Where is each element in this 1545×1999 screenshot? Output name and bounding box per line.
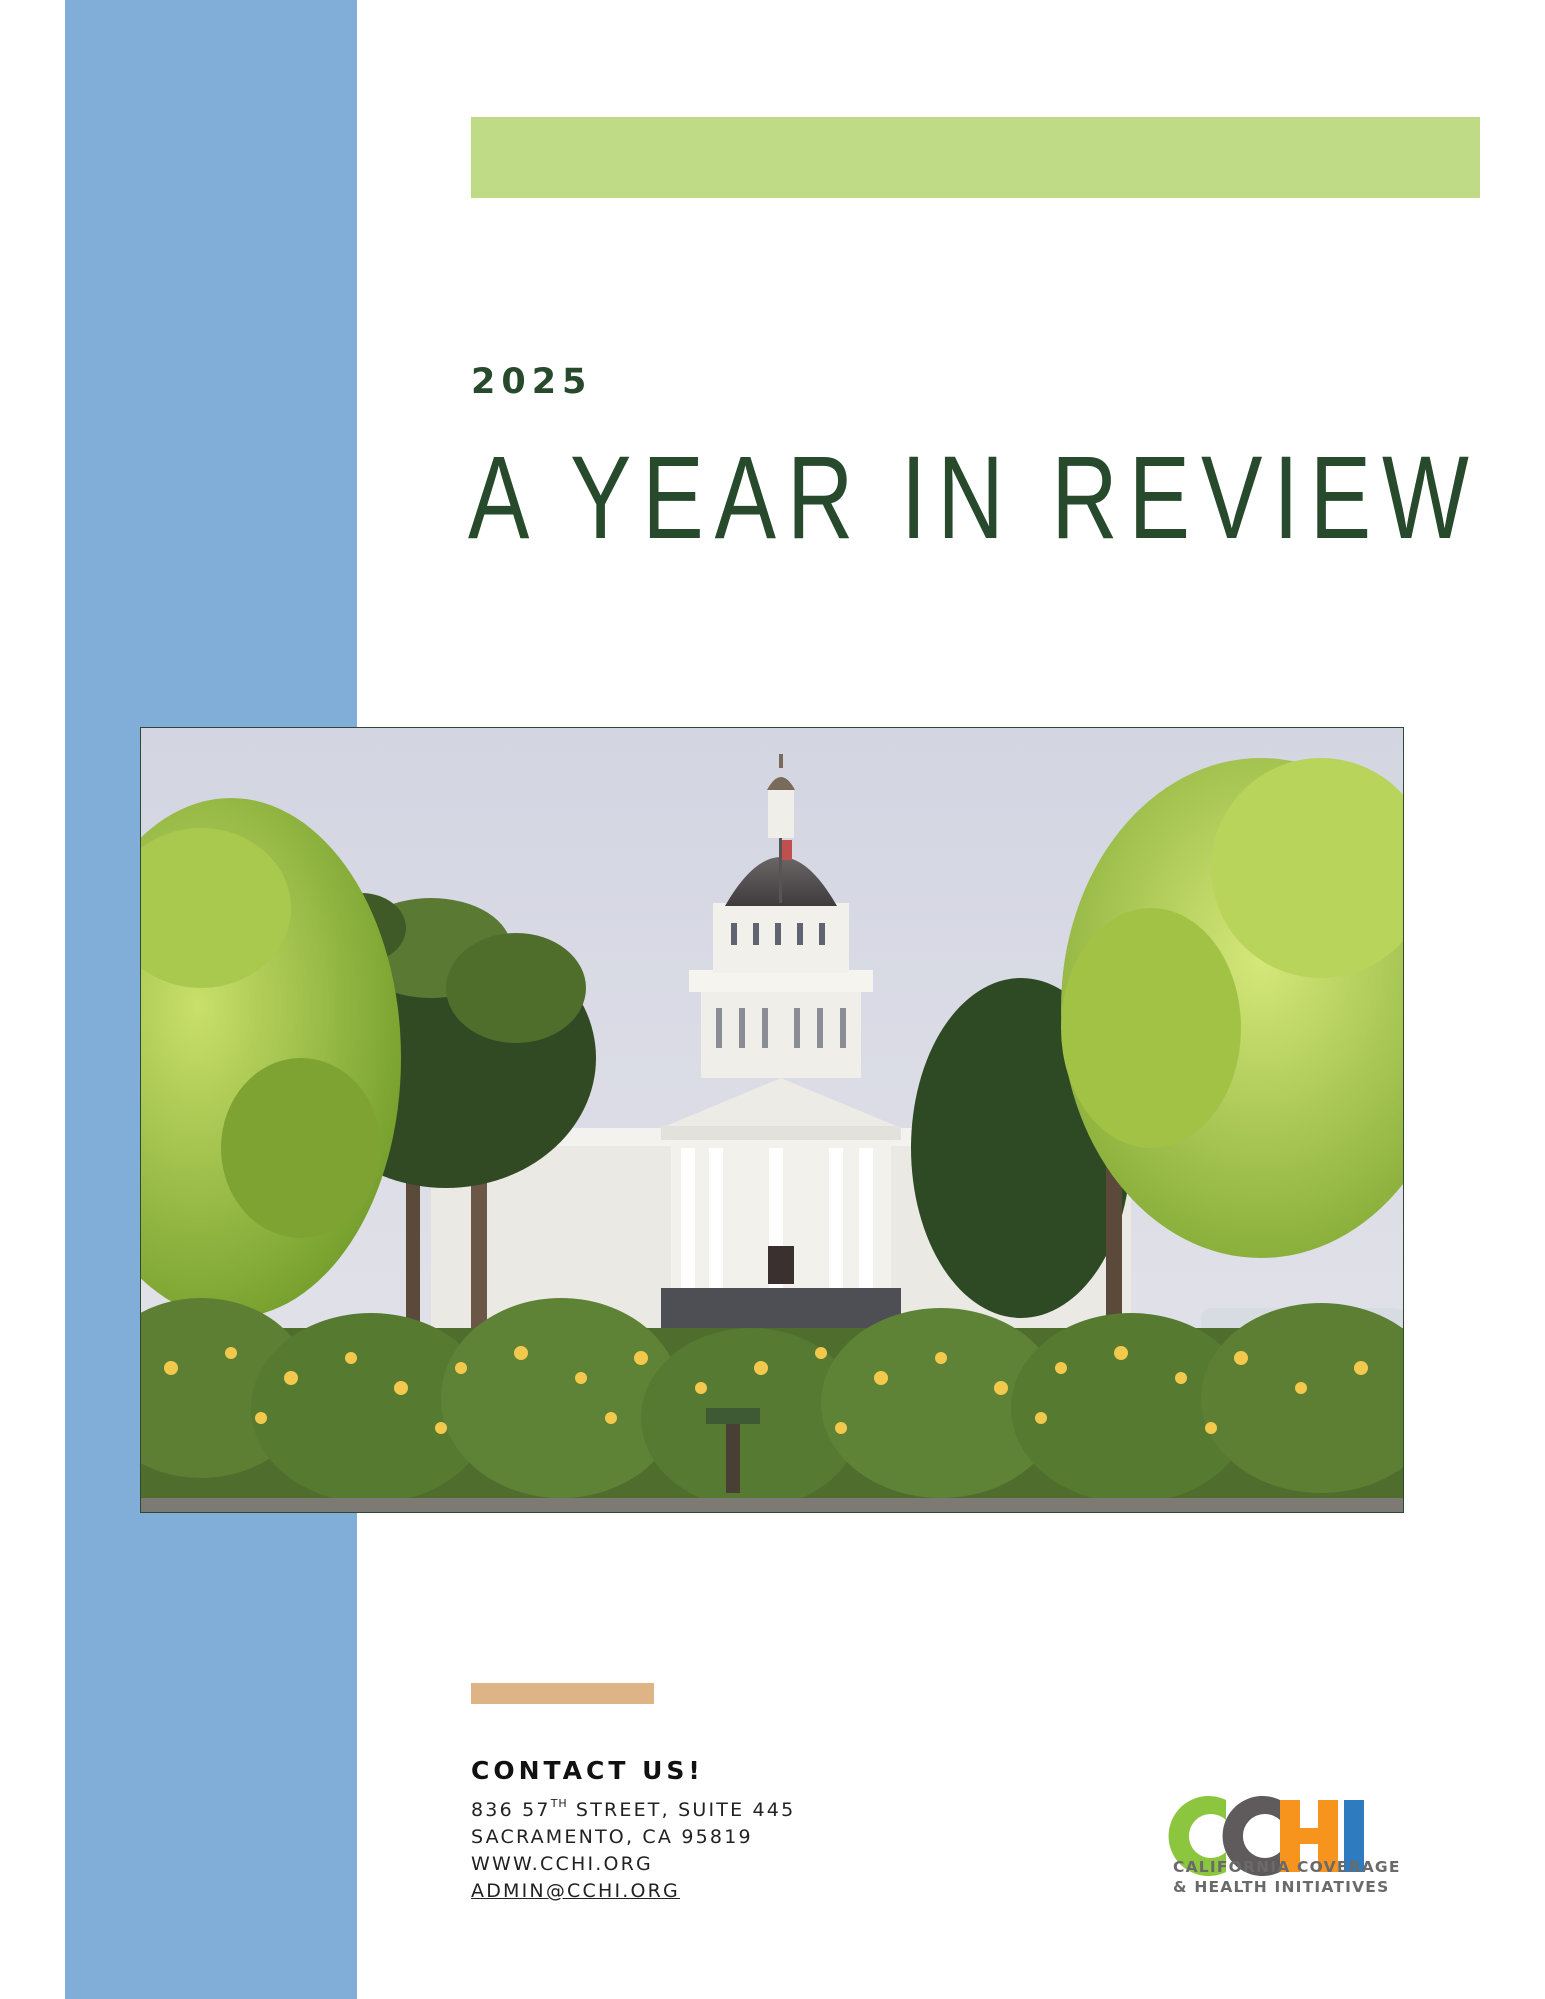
- report-title: A YEAR IN REVIEW: [468, 432, 1480, 564]
- logo-caption-line2: & HEALTH INITIATIVES: [1173, 1878, 1390, 1896]
- contact-heading: CONTACT US!: [471, 1756, 704, 1785]
- street-suffix: TH: [550, 1797, 568, 1810]
- email-link[interactable]: ADMIN@CCHI.ORG: [471, 1880, 680, 1902]
- rose-bushes: [141, 1298, 1404, 1513]
- street-number: 836 57: [471, 1799, 551, 1821]
- capitol-building-photo: [140, 727, 1404, 1513]
- tan-accent-bar: [471, 1683, 654, 1704]
- green-accent-bar: [471, 117, 1480, 198]
- contact-address-block: [471, 1797, 795, 1905]
- city-line: SACRAMENTO, CA 95819: [471, 1826, 753, 1848]
- ground-edge: [141, 1498, 1404, 1513]
- street-rest: STREET, SUITE 445: [567, 1799, 796, 1821]
- website-link[interactable]: WWW.CCHI.ORG: [471, 1853, 653, 1875]
- report-year: 2025: [471, 362, 593, 402]
- logo-caption-line1: CALIFORNIA COVERAGE: [1173, 1858, 1401, 1876]
- street-line: [471, 1797, 795, 1824]
- logo-caption: [1173, 1857, 1401, 1897]
